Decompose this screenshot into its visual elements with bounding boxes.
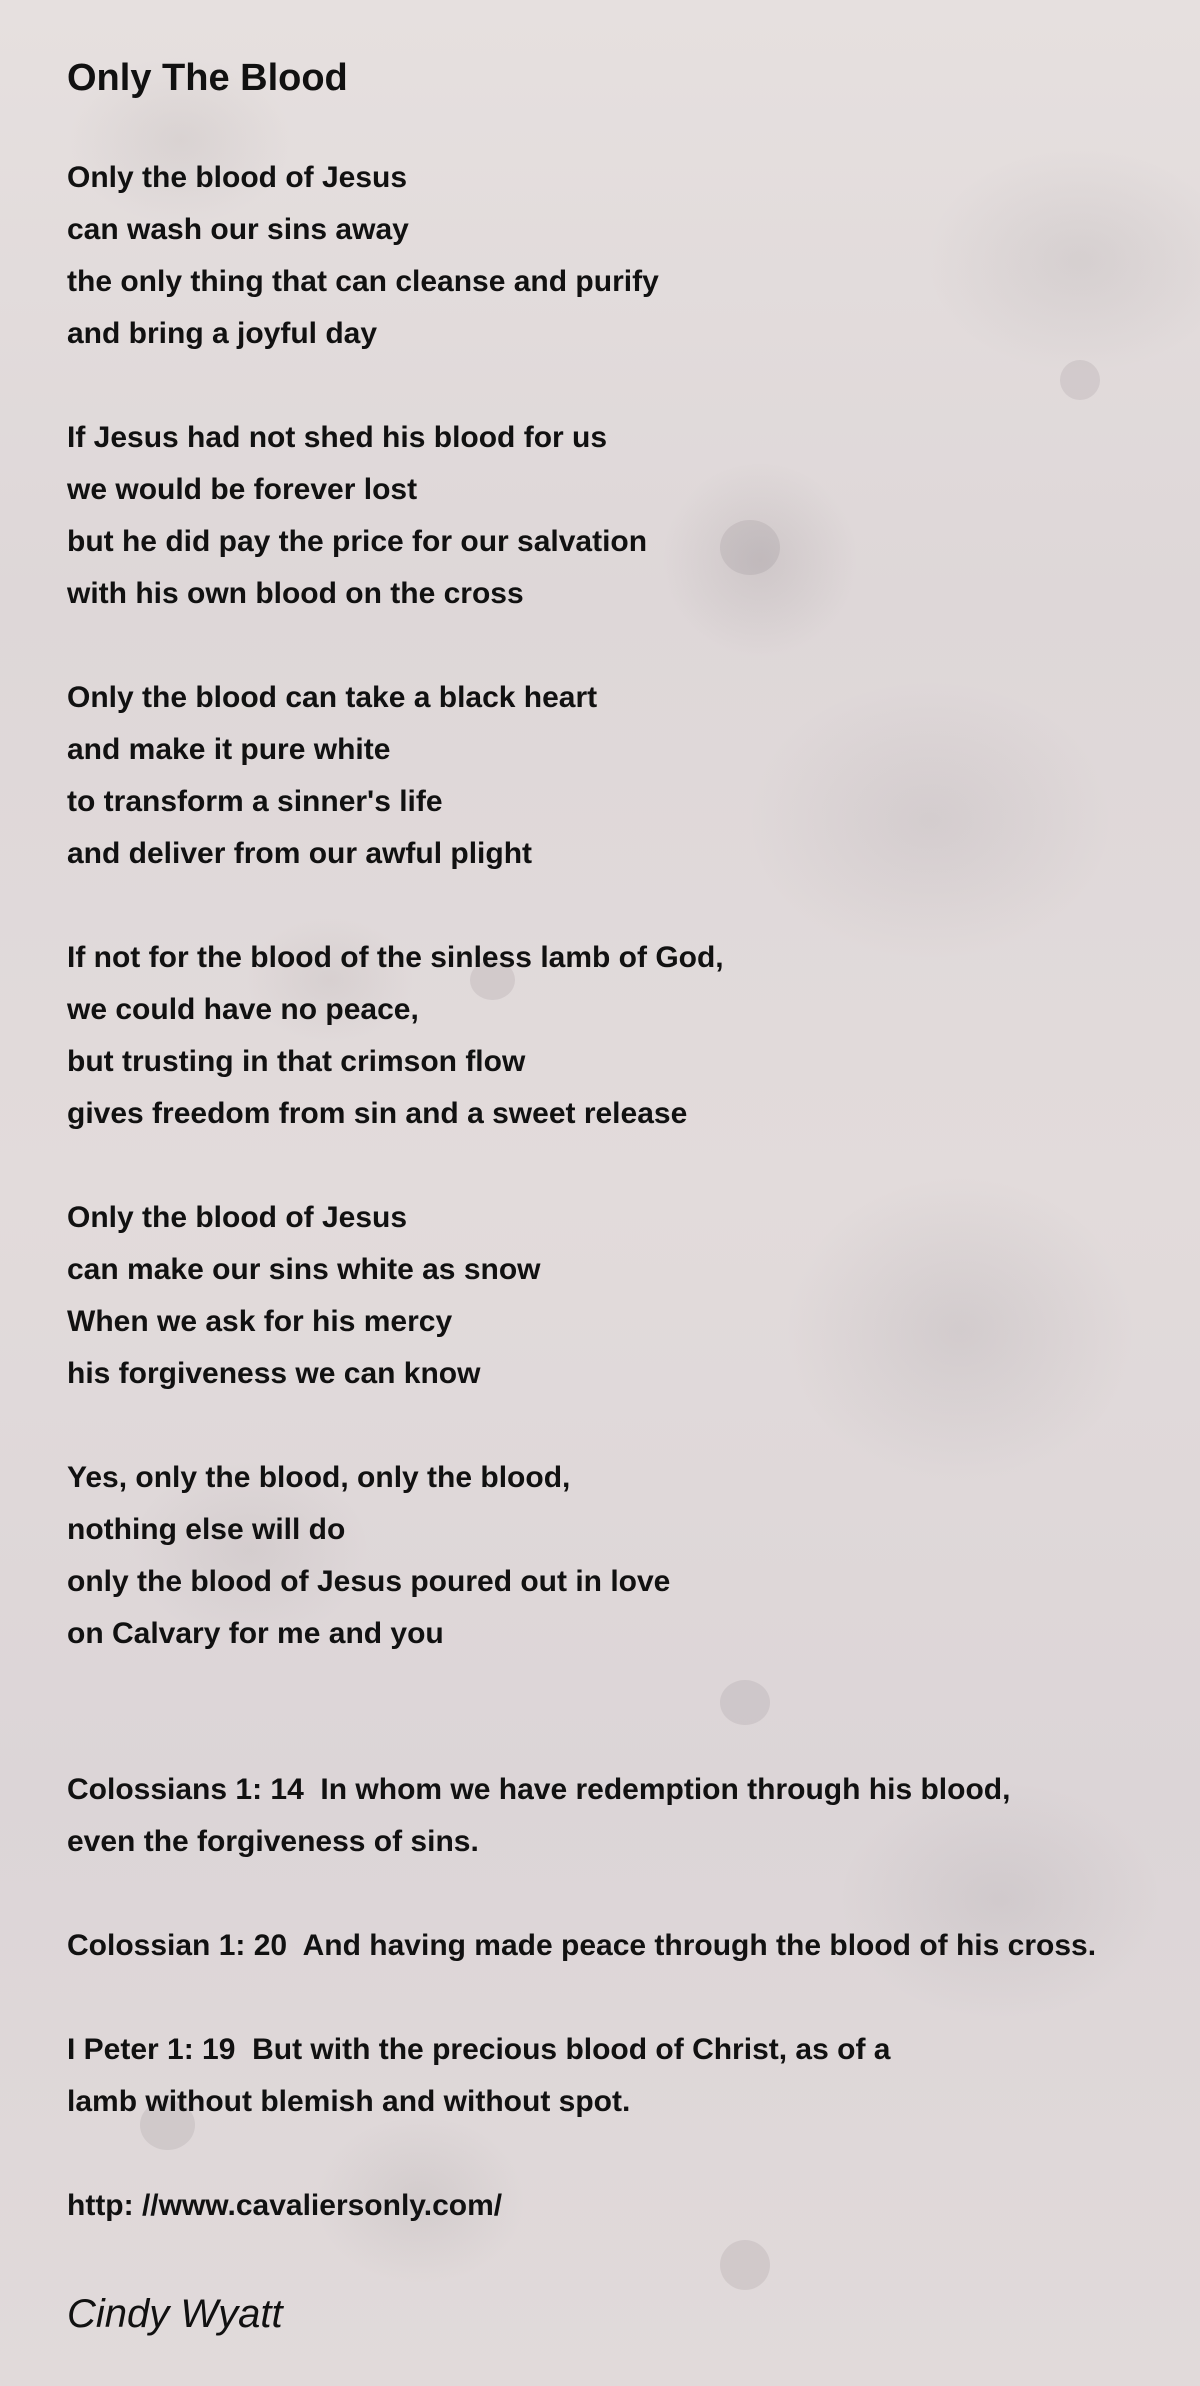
poem-line: I Peter 1: 19 But with the precious blood of Christ, as of a [67,2033,891,2066]
poem-line: his forgiveness we can know [67,1357,481,1390]
poem-line: we would be forever lost [67,473,418,506]
scripture-note [67,1920,1187,1972]
poem-line: the only thing that can cleanse and purify [67,265,659,298]
poem-line: Only the blood can take a black heart [67,681,598,714]
poem-line: nothing else will do [67,1513,346,1546]
poem-line: If not for the blood of the sinless lamb of God, [67,941,724,974]
poem-stanza [67,932,1187,1140]
spacer [67,1712,1187,1764]
poem-line: and make it pure white [67,733,391,766]
poem-line: Colossians 1: 14 In whom we have redemption through his blood, [67,1773,1011,1806]
poem-line: Colossian 1: 20 And having made peace through the blood of his cross. [67,1929,1097,1962]
poem-line: even the forgiveness of sins. [67,1825,479,1858]
poem-line: Yes, only the blood, only the blood, [67,1461,571,1494]
poem-body [67,152,1187,1660]
scripture-note [67,2180,1187,2232]
poem-stanza [67,152,1187,360]
poem-line: on Calvary for me and you [67,1617,444,1650]
poem-title: Only The Blood [67,57,348,99]
scripture-note [67,2024,1187,2128]
poem-line: and bring a joyful day [67,317,378,350]
poem-line: but trusting in that crimson flow [67,1045,526,1078]
author-name: Cindy Wyatt [67,2292,283,2336]
poem-line: Only the blood of Jesus [67,1201,408,1234]
poem-line: If Jesus had not shed his blood for us [67,421,608,454]
poem-line: can make our sins white as snow [67,1253,541,1286]
scripture-note [67,1764,1187,1868]
poem-page [67,48,1187,2344]
poem-line: only the blood of Jesus poured out in love [67,1565,671,1598]
poem-stanza [67,1192,1187,1400]
poem-line: to transform a sinner's life [67,785,443,818]
poem-line: http: //www.cavaliersonly.com/ [67,2189,503,2222]
poem-line: with his own blood on the cross [67,577,524,610]
poem-line: we could have no peace, [67,993,419,1026]
poem-stanza [67,1452,1187,1660]
poem-line: Only the blood of Jesus [67,161,408,194]
poem-line: When we ask for his mercy [67,1305,453,1338]
poem-line: can wash our sins away [67,213,409,246]
poem-notes [67,1764,1187,2232]
poem-stanza [67,672,1187,880]
poem-line: lamb without blemish and without spot. [67,2085,631,2118]
poem-line: gives freedom from sin and a sweet release [67,1097,688,1130]
poem-line: but he did pay the price for our salvation [67,525,648,558]
poem-stanza [67,412,1187,620]
poem-line: and deliver from our awful plight [67,837,533,870]
